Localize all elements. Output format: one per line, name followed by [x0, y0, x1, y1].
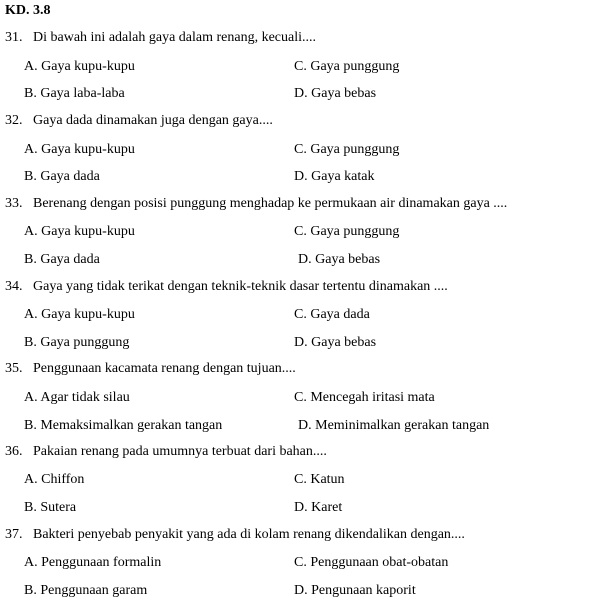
question-text: Berenang dengan posisi punggung menghadap ke permukaan air dinamakan gaya ....	[33, 196, 508, 211]
option-letter: A.	[24, 472, 38, 487]
option-letter: D.	[294, 500, 308, 515]
option-text: Gaya katak	[311, 169, 375, 184]
option-letter: B.	[24, 252, 37, 267]
option-letter: B.	[24, 335, 37, 350]
option-d[interactable]	[294, 168, 374, 186]
question-text: Gaya yang tidak terikat dengan teknik-teknik dasar tertentu dinamakan ....	[33, 279, 448, 294]
question-number: 36.	[5, 444, 23, 459]
question-33	[5, 196, 605, 220]
option-text: Gaya punggung	[40, 335, 130, 350]
option-letter: A.	[24, 390, 38, 405]
option-letter: B.	[24, 418, 37, 433]
section-heading: KD. 3.8	[5, 3, 51, 18]
question-text: Gaya dada dinamakan juga dengan gaya....	[33, 113, 273, 128]
option-c[interactable]	[294, 389, 435, 407]
option-a[interactable]	[24, 306, 135, 324]
option-text: Sutera	[40, 500, 77, 515]
option-text: Chiffon	[41, 472, 85, 487]
option-text: Gaya bebas	[311, 335, 377, 350]
question-36	[5, 444, 605, 468]
question-number: 32.	[5, 113, 23, 128]
option-text: Gaya bebas	[315, 252, 381, 267]
option-b[interactable]	[24, 251, 100, 269]
option-letter: B.	[24, 169, 37, 184]
option-text: Gaya kupu-kupu	[41, 307, 135, 322]
question-32	[5, 113, 605, 137]
option-b[interactable]	[24, 334, 129, 352]
question-37	[5, 527, 605, 551]
option-c[interactable]	[294, 306, 370, 324]
option-a[interactable]	[24, 554, 161, 572]
option-text: Meminimalkan gerakan tangan	[315, 418, 490, 433]
option-letter: A.	[24, 224, 38, 239]
question-35	[5, 361, 605, 385]
question-text: Bakteri penyebab penyakit yang ada di kolam renang dikendalikan dengan....	[33, 527, 465, 542]
option-letter: D.	[294, 86, 308, 101]
option-letter: A.	[24, 59, 38, 74]
option-text: Penggunaan garam	[40, 583, 148, 598]
option-letter: C.	[294, 472, 307, 487]
option-letter: C.	[294, 142, 307, 157]
option-d[interactable]	[294, 582, 416, 600]
option-a[interactable]	[24, 58, 135, 76]
option-letter: C.	[294, 390, 307, 405]
option-letter: A.	[24, 555, 38, 570]
option-b[interactable]	[24, 85, 125, 103]
option-text: Gaya dada	[40, 169, 100, 184]
option-letter: C.	[294, 224, 307, 239]
option-text: Gaya dada	[40, 252, 100, 267]
option-a[interactable]	[24, 141, 135, 159]
option-d[interactable]	[298, 417, 489, 435]
option-text: Gaya punggung	[310, 59, 400, 74]
option-d[interactable]	[298, 251, 380, 269]
option-c[interactable]	[294, 58, 399, 76]
option-text: Gaya kupu-kupu	[41, 224, 135, 239]
option-text: Gaya punggung	[310, 224, 400, 239]
question-text: Pakaian renang pada umumnya terbuat dari bahan....	[33, 444, 327, 459]
question-text: Penggunaan kacamata renang dengan tujuan....	[33, 361, 296, 376]
option-d[interactable]	[294, 499, 342, 517]
option-text: Pengunaan kaporit	[311, 583, 416, 598]
question-text: Di bawah ini adalah gaya dalam renang, kecuali....	[33, 30, 316, 45]
option-letter: B.	[24, 583, 37, 598]
option-c[interactable]	[294, 471, 345, 489]
option-letter: D.	[298, 418, 312, 433]
option-text: Gaya punggung	[310, 142, 400, 157]
option-letter: A.	[24, 307, 38, 322]
option-b[interactable]	[24, 499, 76, 517]
option-c[interactable]	[294, 223, 399, 241]
option-letter: B.	[24, 500, 37, 515]
option-letter: C.	[294, 59, 307, 74]
question-34	[5, 279, 605, 303]
option-text: Karet	[311, 500, 343, 515]
option-letter: D.	[294, 583, 308, 598]
option-text: Katun	[310, 472, 345, 487]
option-b[interactable]	[24, 417, 222, 435]
question-31	[5, 30, 605, 54]
option-letter: A.	[24, 142, 38, 157]
option-d[interactable]	[294, 334, 376, 352]
option-letter: D.	[294, 169, 308, 184]
option-text: Gaya kupu-kupu	[41, 59, 135, 74]
option-text: Gaya kupu-kupu	[41, 142, 135, 157]
option-c[interactable]	[294, 554, 448, 572]
question-number: 35.	[5, 361, 23, 376]
option-d[interactable]	[294, 85, 376, 103]
option-text: Gaya laba-laba	[40, 86, 125, 101]
option-letter: B.	[24, 86, 37, 101]
option-text: Penggunaan obat-obatan	[310, 555, 449, 570]
question-number: 31.	[5, 30, 23, 45]
option-a[interactable]	[24, 471, 84, 489]
option-text: Penggunaan formalin	[41, 555, 162, 570]
question-number: 37.	[5, 527, 23, 542]
option-text: Gaya bebas	[311, 86, 377, 101]
option-text: Gaya dada	[310, 307, 370, 322]
option-b[interactable]	[24, 168, 100, 186]
option-letter: C.	[294, 555, 307, 570]
option-letter: C.	[294, 307, 307, 322]
option-a[interactable]	[24, 389, 130, 407]
question-number: 33.	[5, 196, 23, 211]
option-letter: D.	[298, 252, 312, 267]
option-text: Mencegah iritasi mata	[310, 390, 435, 405]
option-letter: D.	[294, 335, 308, 350]
option-text: Memaksimalkan gerakan tangan	[40, 418, 223, 433]
option-b[interactable]	[24, 582, 147, 600]
option-a[interactable]	[24, 223, 135, 241]
question-number: 34.	[5, 279, 23, 294]
option-text: Agar tidak silau	[40, 390, 130, 405]
option-c[interactable]	[294, 141, 399, 159]
